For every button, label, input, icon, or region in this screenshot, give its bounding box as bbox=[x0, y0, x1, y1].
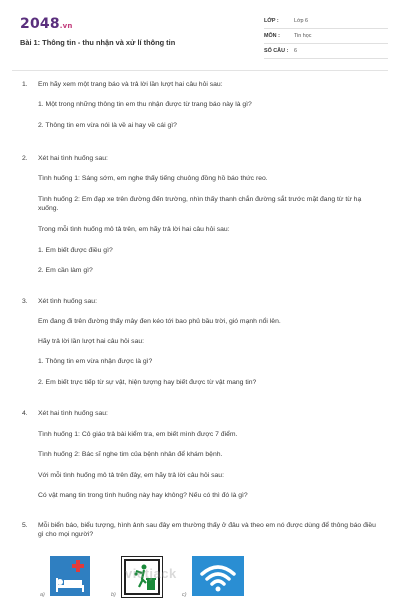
question-line: 1. Thông tin em vừa nhận được là gì? bbox=[38, 358, 153, 365]
question-number: 2. bbox=[22, 155, 28, 162]
header-divider bbox=[12, 70, 388, 71]
question-line: 1. Em biết được điều gì? bbox=[38, 247, 113, 254]
question-line: 2. Em biết trực tiếp từ sự vật, hiện tượng hay biết được từ vật mang tin? bbox=[38, 379, 257, 386]
meta-key: SỐ CÂU : bbox=[264, 48, 289, 54]
meta-value: Tin học bbox=[294, 33, 312, 39]
question-number: 4. bbox=[22, 410, 28, 417]
question-line: 1. Một trong những thông tin em thu nhận được từ trang báo này là gì? bbox=[38, 101, 252, 108]
image-label-a: a) bbox=[40, 592, 45, 598]
question-line: Hãy trả lời lần lượt hai câu hỏi sau: bbox=[38, 338, 145, 345]
site-logo[interactable] bbox=[20, 16, 73, 32]
question-line: Xét tình huống sau: bbox=[38, 298, 97, 305]
question-line: Tình huống 1: Sáng sớm, em nghe thấy tiếng chuông đồng hồ báo thức reo. bbox=[38, 175, 268, 182]
question-line: Trong mỗi tình huống mô tả trên, em hãy trả lời hai câu hỏi sau: bbox=[38, 226, 230, 233]
meta-row-subject bbox=[264, 29, 388, 44]
meta-key: MÔN : bbox=[264, 33, 280, 39]
question-line: Xét hai tình huống sau: bbox=[38, 155, 108, 162]
question-line: Mỗi biển báo, biểu tượng, hình ảnh sau đây em thường thấy ở đâu và theo em nó được dùng để thông báo điều gì cho mọi người? bbox=[38, 522, 376, 538]
question-number: 1. bbox=[22, 81, 28, 88]
logo-main-text: 2048 bbox=[20, 16, 60, 32]
question-line: Xét hai tình huống sau: bbox=[38, 410, 108, 417]
lesson-title: Bài 1: Thông tin - thu nhận và xử lí thông tin bbox=[20, 38, 176, 47]
question-line: Em đang đi trên đường thấy mây đen kéo tới bao phủ bầu trời, gió mạnh nổi lên. bbox=[38, 318, 281, 325]
meta-value: 6 bbox=[294, 48, 297, 54]
meta-key: LỚP : bbox=[264, 18, 279, 24]
wifi-sign-icon bbox=[192, 556, 244, 596]
question-line: Có vật mang tin trong tình huống này hay không? Nếu có thì đó là gì? bbox=[38, 492, 248, 499]
question-line: Với mỗi tình huống mô tả trên đây, em hãy trả lời câu hỏi sau: bbox=[38, 472, 224, 479]
logo-suffix-text: .vn bbox=[59, 22, 73, 30]
question-line: Em hãy xem một trang báo và trả lời lần lượt hai câu hỏi sau: bbox=[38, 81, 223, 88]
image-label-c: c) bbox=[182, 592, 187, 598]
meta-row-grade bbox=[264, 14, 388, 29]
watermark: vietjack bbox=[125, 566, 177, 581]
question-number: 5. bbox=[22, 522, 28, 529]
meta-value: Lớp 6 bbox=[294, 18, 309, 24]
worksheet-header bbox=[12, 10, 388, 58]
hospital-bed-sign-icon bbox=[50, 556, 90, 596]
question-line: 2. Em cần làm gì? bbox=[38, 267, 93, 274]
meta-row-count bbox=[264, 44, 388, 59]
question-number: 3. bbox=[22, 298, 28, 305]
image-label-b: b) bbox=[111, 592, 116, 598]
question-line: 2. Thông tin em vừa nói là về ai hay về cái gì? bbox=[38, 122, 177, 129]
question-line: Tình huống 1: Cô giáo trả bài kiểm tra, em biết mình được 7 điểm. bbox=[38, 431, 238, 438]
question-line: Tình huống 2: Bác sĩ nghe tim của bệnh nhân để khám bệnh. bbox=[38, 451, 223, 458]
meta-table bbox=[264, 14, 388, 59]
question-line: Tình huống 2: Em đạp xe trên đường đến trường, nhìn thấy thanh chắn đường sắt trước mặt đang từ từ hạ xuống. bbox=[38, 196, 362, 212]
